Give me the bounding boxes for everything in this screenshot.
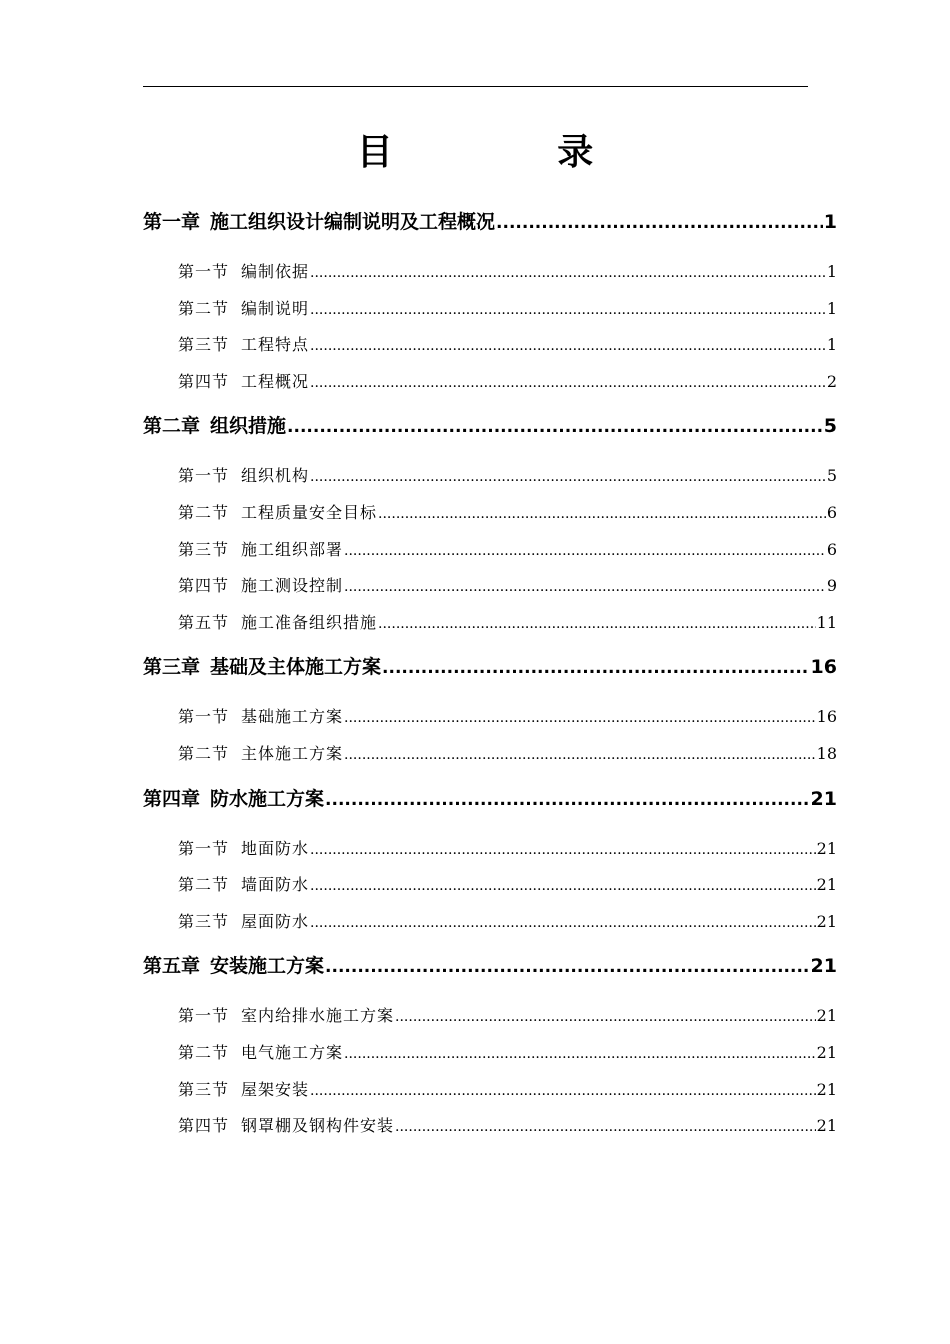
chapter-number: 第五章 <box>143 955 201 978</box>
section-label <box>178 605 377 642</box>
dot-leader <box>310 1073 816 1110</box>
toc-chapter-3[interactable] <box>143 645 837 695</box>
section-title: 施工准备组织措施 <box>241 612 378 632</box>
section-title: 室内给排水施工方案 <box>241 1006 395 1026</box>
section-title: 工程概况 <box>241 371 310 391</box>
dot-leader <box>344 569 826 606</box>
chapter-number: 第四章 <box>143 787 201 810</box>
section-label <box>178 568 343 605</box>
toc-chapter-1[interactable] <box>143 200 837 250</box>
section-title: 墙面防水 <box>241 875 310 895</box>
section-page-number: 2 <box>826 371 837 391</box>
section-title: 工程质量安全目标 <box>241 502 378 522</box>
section-number: 第四节 <box>178 371 230 391</box>
section-title: 编制依据 <box>241 262 310 281</box>
section-page-number: 5 <box>826 466 837 486</box>
dot-leader <box>382 646 810 690</box>
section-label <box>178 254 309 291</box>
section-page-number: 21 <box>816 1006 837 1026</box>
section-label <box>178 867 309 904</box>
toc-chapter-5[interactable] <box>143 944 837 994</box>
dot-leader <box>395 999 816 1036</box>
section-page-number: 6 <box>826 539 837 559</box>
dot-leader <box>310 905 816 942</box>
toc-section-1-2[interactable] <box>143 291 837 328</box>
section-label <box>178 1035 343 1072</box>
section-page-number: 9 <box>826 576 837 596</box>
dot-leader <box>378 606 816 643</box>
section-number: 第一节 <box>178 262 230 281</box>
chapter-number: 第二章 <box>143 415 201 438</box>
section-label <box>178 327 309 364</box>
section-label <box>178 831 309 868</box>
chapter-title: 基础及主体施工方案 <box>210 656 382 679</box>
section-label <box>178 364 309 401</box>
dot-leader <box>395 1109 816 1146</box>
section-number: 第一节 <box>178 838 230 858</box>
chapter-2-sections <box>143 454 837 645</box>
toc-section-2-5[interactable] <box>143 605 837 642</box>
section-title: 主体施工方案 <box>241 743 344 763</box>
dot-leader <box>344 700 816 737</box>
section-number: 第四节 <box>178 576 230 596</box>
section-page-number: 21 <box>816 838 837 858</box>
chapter-3-sections <box>143 695 837 776</box>
chapter-label <box>143 777 324 821</box>
section-number: 第二节 <box>178 875 230 895</box>
dot-leader <box>310 255 826 292</box>
dot-leader <box>310 832 816 869</box>
dot-leader <box>287 405 823 449</box>
section-label <box>178 532 343 569</box>
section-title: 编制说明 <box>241 298 310 318</box>
section-label <box>178 495 377 532</box>
section-title: 屋面防水 <box>241 911 310 931</box>
section-label <box>178 998 394 1035</box>
section-label <box>178 291 309 328</box>
section-label <box>178 904 309 941</box>
toc-section-3-1[interactable] <box>143 699 837 736</box>
toc-section-1-4[interactable] <box>143 364 837 401</box>
chapter-1-sections <box>143 250 837 404</box>
section-page-number: 1 <box>826 262 837 281</box>
chapter-page-number: 1 <box>823 211 837 233</box>
dot-leader <box>344 737 816 774</box>
section-label <box>178 736 343 773</box>
section-label <box>178 1108 394 1145</box>
section-page-number: 21 <box>816 911 837 931</box>
section-page-number: 16 <box>816 707 837 727</box>
chapter-title: 施工组织设计编制说明及工程概况 <box>210 211 496 233</box>
dot-leader <box>310 292 826 329</box>
chapter-4-sections <box>143 827 837 945</box>
toc-section-2-2[interactable] <box>143 495 837 532</box>
dot-leader <box>310 459 826 496</box>
section-page-number: 1 <box>826 335 837 355</box>
chapter-page-number: 21 <box>810 955 837 978</box>
section-page-number: 21 <box>816 1042 837 1062</box>
section-page-number: 21 <box>816 1116 837 1136</box>
toc-section-5-4[interactable] <box>143 1108 837 1145</box>
toc-section-1-1[interactable] <box>143 254 837 291</box>
table-of-contents <box>143 200 837 1149</box>
section-title: 施工组织部署 <box>241 539 344 559</box>
section-number: 第四节 <box>178 1116 230 1136</box>
section-title: 组织机构 <box>241 466 310 486</box>
chapter-label <box>143 645 381 689</box>
section-title: 地面防水 <box>241 838 310 858</box>
chapter-label <box>143 404 286 448</box>
section-number: 第二节 <box>178 502 230 522</box>
toc-section-5-3[interactable] <box>143 1072 837 1109</box>
section-title: 工程特点 <box>241 335 310 355</box>
dot-leader <box>344 533 826 570</box>
section-number: 第一节 <box>178 1006 230 1026</box>
toc-title: 目 录 <box>356 132 670 173</box>
header-rule <box>143 86 808 87</box>
section-page-number: 21 <box>816 875 837 895</box>
section-title: 钢罩棚及钢构件安装 <box>241 1116 395 1136</box>
toc-section-2-4[interactable] <box>143 568 837 605</box>
section-number: 第三节 <box>178 911 230 931</box>
chapter-number: 第一章 <box>143 211 201 233</box>
chapter-number: 第三章 <box>143 656 201 679</box>
section-number: 第三节 <box>178 539 230 559</box>
toc-chapter-2[interactable] <box>143 404 837 454</box>
section-number: 第二节 <box>178 1042 230 1062</box>
toc-chapter-4[interactable] <box>143 777 837 827</box>
dot-leader <box>325 778 810 822</box>
section-title: 电气施工方案 <box>241 1042 344 1062</box>
toc-section-4-2[interactable] <box>143 867 837 904</box>
section-title: 基础施工方案 <box>241 707 344 727</box>
dot-leader <box>325 945 810 989</box>
chapter-title: 安装施工方案 <box>210 955 325 978</box>
section-title: 屋架安装 <box>241 1079 310 1099</box>
toc-section-5-2[interactable] <box>143 1035 837 1072</box>
toc-section-1-3[interactable] <box>143 327 837 364</box>
dot-leader <box>310 868 816 905</box>
section-page-number: 11 <box>816 612 837 632</box>
dot-leader <box>344 1036 816 1073</box>
chapter-page-number: 5 <box>823 415 837 438</box>
chapter-label <box>143 200 495 244</box>
chapter-label <box>143 944 324 988</box>
section-number: 第五节 <box>178 612 230 632</box>
toc-section-5-1[interactable] <box>143 998 837 1035</box>
section-number: 第二节 <box>178 298 230 318</box>
section-number: 第三节 <box>178 1079 230 1099</box>
dot-leader <box>496 201 823 245</box>
section-number: 第二节 <box>178 743 230 763</box>
section-label <box>178 458 309 495</box>
section-title: 施工测设控制 <box>241 576 344 596</box>
toc-section-4-3[interactable] <box>143 904 837 941</box>
section-page-number: 18 <box>816 743 837 763</box>
section-label <box>178 699 343 736</box>
section-number: 第一节 <box>178 466 230 486</box>
chapter-page-number: 16 <box>810 656 837 679</box>
dot-leader <box>310 328 826 365</box>
chapter-title: 防水施工方案 <box>210 787 325 810</box>
section-page-number: 21 <box>816 1079 837 1099</box>
chapter-5-sections <box>143 994 837 1148</box>
section-number: 第一节 <box>178 707 230 727</box>
toc-section-2-3[interactable] <box>143 532 837 569</box>
dot-leader <box>378 496 826 533</box>
section-page-number: 1 <box>826 298 837 318</box>
dot-leader <box>310 365 826 402</box>
toc-section-2-1[interactable] <box>143 458 837 495</box>
section-label <box>178 1072 309 1109</box>
chapter-page-number: 21 <box>810 787 837 810</box>
section-number: 第三节 <box>178 335 230 355</box>
toc-section-4-1[interactable] <box>143 831 837 868</box>
chapter-title: 组织措施 <box>210 415 287 438</box>
section-page-number: 6 <box>826 502 837 522</box>
toc-section-3-2[interactable] <box>143 736 837 773</box>
